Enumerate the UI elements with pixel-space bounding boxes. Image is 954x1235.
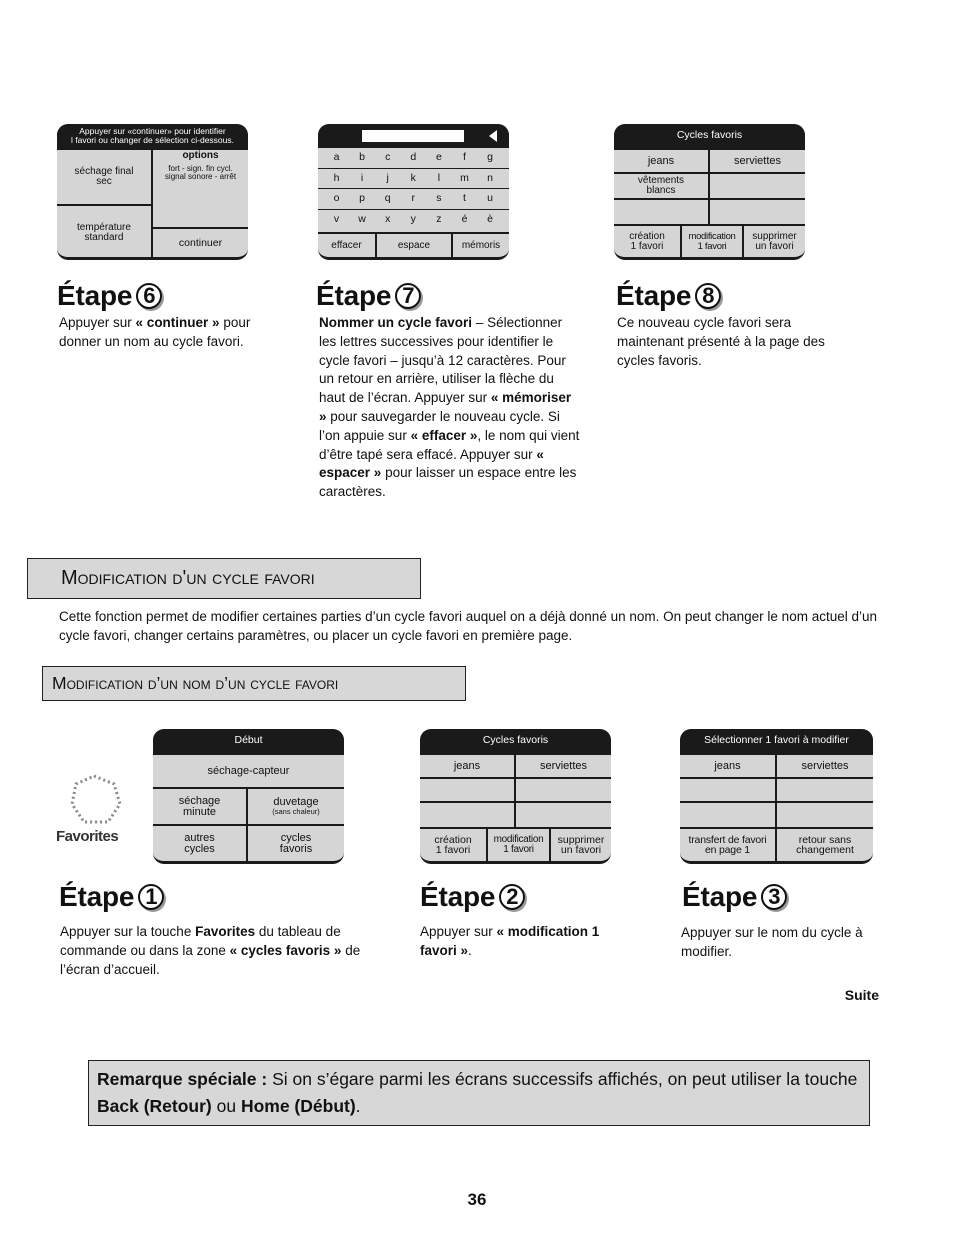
keyboard-key[interactable]: n (487, 171, 494, 184)
keyboard-key[interactable]: b (359, 151, 366, 163)
fluff-button[interactable] (248, 789, 344, 824)
fluff-label: duvetage (273, 796, 319, 809)
section-intro-text: Cette fonction permet de modifier certaines parties d’un cycle favori auquel on a déjà donné un nom. On peut changer le nom actuel d’un cycle favori, changer certains paramètres, ou placer un cycle favori en première page. (59, 609, 877, 643)
screen-3-header: Sélectionner 1 favori à modifier (680, 729, 873, 753)
screen-6-header: Appuyer sur «continuer» pour identifier l favori ou changer de sélection ci-dessous. (57, 124, 248, 148)
continue-button[interactable]: continuer (178, 236, 223, 249)
step-8-text: Ce nouveau cycle favori sera maintenant présenté à la page des cycles favoris. (617, 315, 825, 368)
keyboard-key[interactable]: q (384, 192, 391, 204)
name-entry-field[interactable] (362, 130, 464, 142)
screen-step-3-select (680, 729, 873, 864)
keyboard-key[interactable]: t (463, 192, 466, 204)
step-7-title: Étape 7 (316, 280, 421, 312)
keyboard-key[interactable]: f (463, 151, 466, 163)
step-2-text: Appuyer sur « modification 1 favori ». (420, 924, 600, 958)
step-2-title: Étape 2 (420, 881, 525, 913)
favorite-jeans-button[interactable]: jeans (647, 154, 675, 167)
step-3-text: Appuyer sur le nom du cycle à modifier. (681, 925, 863, 959)
keyboard-header (318, 124, 509, 148)
sensor-dry-button[interactable]: séchage-capteur (207, 764, 290, 777)
options-title: options (182, 150, 219, 161)
erase-button[interactable]: effacer (331, 240, 362, 251)
memorize-button[interactable]: mémoris (461, 240, 501, 251)
other-cycles-button[interactable]: autres cycles (184, 831, 215, 855)
favorite-jeans-button[interactable]: jeans (453, 759, 481, 772)
keyboard-key[interactable]: d (410, 151, 417, 163)
keyboard-key[interactable]: v (333, 212, 340, 225)
favorite-towels-button[interactable]: serviettes (539, 759, 588, 772)
step-6-title: Étape 6 (57, 280, 162, 312)
page-number: 36 (467, 1190, 487, 1209)
step-1-title: Étape 1 (59, 881, 164, 913)
options-text[interactable]: fort - sign. fin cycl. signal sonore - arrêt (164, 164, 237, 181)
keyboard-key[interactable]: p (359, 192, 366, 204)
screen-2-header: Cycles favoris (420, 729, 611, 753)
delete-favorite-button[interactable]: supprimer un favori (752, 230, 797, 252)
delete-favorite-button[interactable]: supprimer un favori (557, 833, 605, 856)
space-button[interactable]: espace (397, 240, 431, 251)
keyboard-key[interactable]: è (487, 212, 494, 225)
step-3-title: Étape 3 (682, 881, 787, 913)
step-3-number: 3 (761, 884, 787, 910)
keyboard-key[interactable]: c (385, 151, 391, 163)
screen-step-8 (614, 124, 805, 260)
keyboard-key[interactable]: l (437, 171, 441, 184)
special-note-label: Remarque spéciale : (97, 1069, 268, 1089)
screen-step-6 (57, 124, 248, 260)
keyboard-key[interactable]: y (410, 212, 416, 225)
create-favorite-button[interactable]: création 1 favori (434, 833, 472, 856)
section-rename-favorite-banner (42, 666, 466, 701)
section-modify-favorite-title: Modification d'un cycle favori (61, 567, 315, 589)
section-modify-favorite-banner (27, 558, 421, 599)
keyboard-key[interactable]: é (461, 212, 468, 225)
keyboard-key[interactable]: z (436, 212, 442, 225)
keyboard-key[interactable]: u (487, 192, 494, 204)
step-8-title: Étape 8 (616, 280, 721, 312)
favorites-key-label: Favorites (56, 828, 119, 845)
drying-option-button[interactable]: séchage final sec (74, 166, 134, 187)
fluff-note: (sans chaleur) (272, 807, 320, 817)
step-6-text: Appuyer sur « continuer » pour donner un nom au cycle favori. (59, 315, 251, 349)
step-7-text: Nommer un cycle favori – Sélectionner les lettres successives pour identifier le cycle favori – jusqu’à 12 caractères. Pour un retour en arrière, utiliser la flèche du haut de l’écran. Appuyer sur « mémoriser » pour sauvegarder le nouveau cycle. Si l’on appuie sur « effacer », le nom qui vient d’être tapé sera effacé. Appuyer sur « espacer » pour laisser un espace entre les caractères. (319, 315, 580, 500)
step-7-number: 7 (395, 283, 421, 309)
step-1-text: Appuyer sur la touche Favorites du tableau de commande ou dans la zone « cycles favoris » de l’écran d’accueil. (60, 924, 361, 977)
keyboard-key[interactable]: a (333, 151, 340, 163)
return-without-change-button[interactable]: retour sans changement (796, 833, 854, 856)
special-note-box: Remarque spéciale : Si on s’égare parmi les écrans successifs affichés, on peut utiliser la touche Back (Retour) ou Home (Début). (88, 1060, 870, 1126)
backspace-arrow-icon[interactable] (489, 130, 497, 142)
transfer-to-page-1-button[interactable]: transfert de favori en page 1 (688, 833, 767, 856)
step-1-number: 1 (138, 884, 164, 910)
keyboard-key[interactable]: w (358, 212, 366, 225)
keyboard-key[interactable]: x (385, 212, 391, 225)
keyboard-key[interactable]: j (386, 171, 389, 184)
temperature-option-button[interactable]: température standard (77, 222, 131, 243)
section-rename-favorite-title: Modification d’un nom d’un cycle favori (52, 673, 339, 693)
step-6-number: 6 (136, 283, 162, 309)
step-2-number: 2 (499, 884, 525, 910)
modify-favorite-button[interactable]: modification 1 favori (688, 231, 736, 252)
modify-favorite-button[interactable]: modification 1 favori (493, 834, 544, 855)
favorite-whites-button[interactable]: vêtements blancs (637, 175, 685, 196)
keyboard-key[interactable]: k (410, 171, 416, 184)
favorite-cycles-button[interactable]: cycles favoris (279, 831, 313, 855)
timed-dry-button[interactable]: séchage minute (178, 794, 221, 818)
screen-8-header: Cycles favoris (614, 124, 805, 148)
keyboard-key[interactable]: e (435, 151, 442, 163)
step-8-number: 8 (695, 283, 721, 309)
keyboard-key[interactable]: g (487, 151, 494, 163)
screen-step-1-home (153, 729, 344, 864)
screen-step-7-keyboard (318, 124, 509, 260)
keyboard-key[interactable]: s (436, 192, 442, 204)
continued-label: Suite (844, 987, 879, 1003)
favorite-towels-button[interactable]: serviettes (801, 759, 849, 772)
keyboard-key[interactable]: h (333, 171, 340, 184)
keyboard-key[interactable]: i (360, 171, 364, 184)
create-favorite-button[interactable]: création 1 favori (629, 230, 665, 252)
screen-step-2-favorites (420, 729, 611, 864)
keyboard-key[interactable]: o (333, 192, 340, 204)
favorite-towels-button[interactable]: serviettes (733, 154, 782, 167)
keyboard-key[interactable]: m (460, 171, 469, 184)
favorite-jeans-button[interactable]: jeans (714, 759, 741, 772)
home-header: Début (153, 729, 344, 753)
keyboard-key[interactable]: r (411, 192, 416, 204)
